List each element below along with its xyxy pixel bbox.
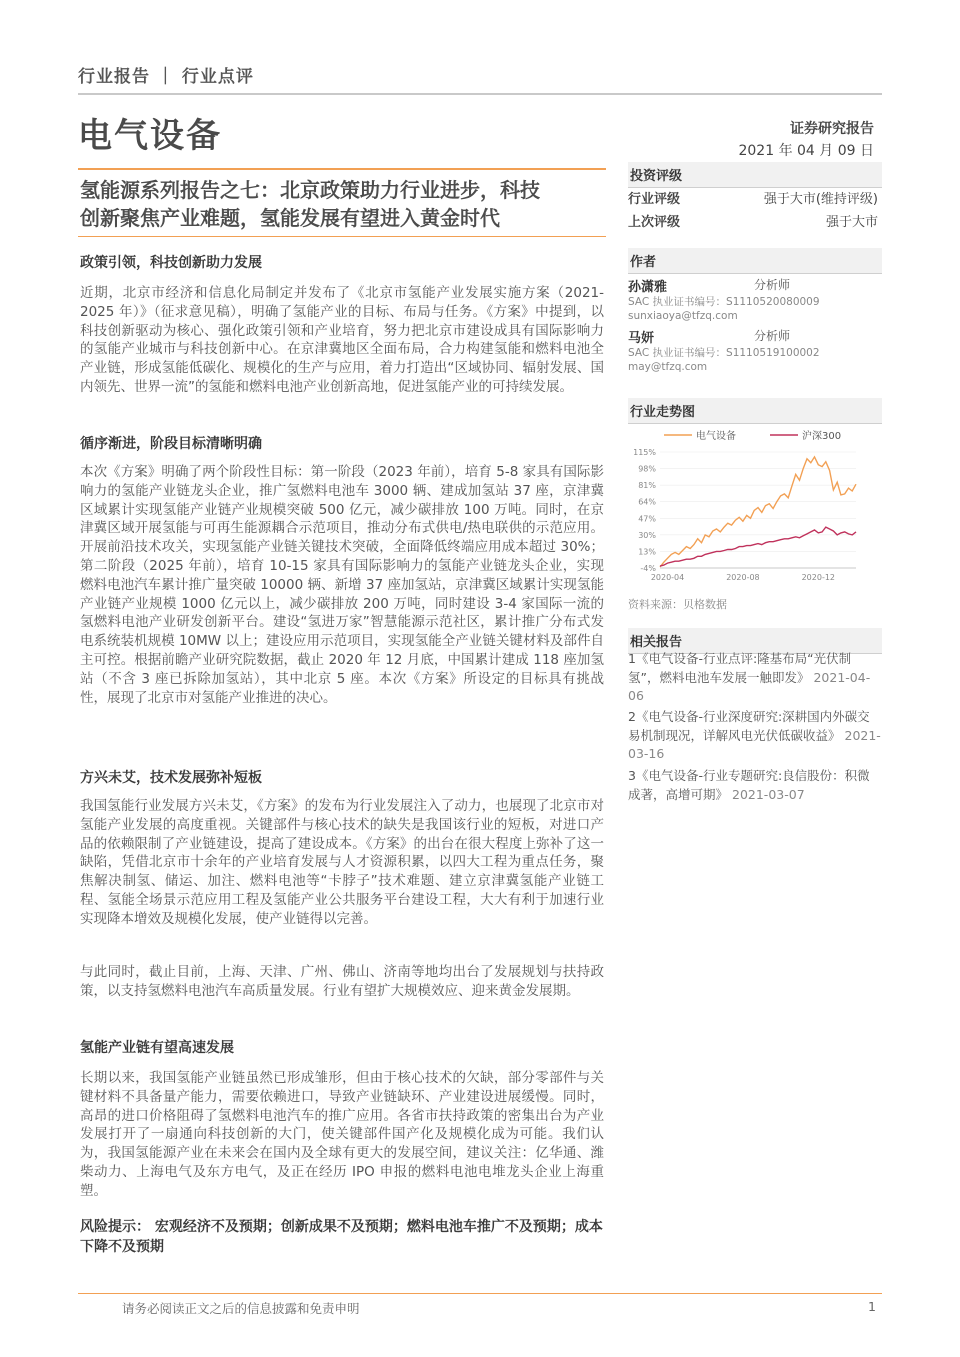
section-paragraph: 近期，北京市经济和信息化局制定并发布了《北京市氢能产业发展实施方案（2021-2025 年）》（征求意见稿），明确了氢能产业的目标、布局与任务。《方案》中提到，以科技创新驱动为核心、强化政策引领和产业培育，努力把北京市建设成具有国际影响力的氢能产业城市与科技创新中心。在京津冀地区全面布局，合力构建氢能和燃料电池全产业链，形成氢能低碳化、规模化的生产与应用，着力打造出“区域协同、辐射发展、国内领先、世界一流”的氢能和燃料电池产业创新高地，促进氢能产业的可持续发展。 — [80, 285, 604, 395]
title-bottom-rule — [78, 236, 606, 237]
rating-header: 投资评级 — [628, 162, 882, 188]
header-divider — [78, 93, 882, 95]
industry-rating-value: 强于大市(维持评级) — [763, 192, 878, 207]
series-line — [660, 527, 856, 566]
author-role: 分析师 — [754, 329, 791, 343]
risk-text: 宏观经济不及预期；创新成果不及预期；燃料电池车推广不及预期；成本下降不及预期 — [80, 1219, 603, 1255]
legend-label: 沪深300 — [802, 431, 842, 442]
y-tick-label: 30% — [638, 530, 656, 540]
author-cert: SAC 执业证书编号：S1110520080009 — [628, 296, 820, 308]
y-tick-label: 13% — [638, 547, 656, 557]
authors-header: 作者 — [628, 248, 882, 274]
related-report-item[interactable] — [628, 708, 882, 764]
y-tick-label: -4% — [640, 564, 656, 573]
sector-title: 电气设备 — [78, 116, 222, 156]
related-report-date: 2021-03-07 — [732, 786, 805, 802]
previous-rating-value: 强于大市 — [825, 215, 878, 230]
previous-rating — [628, 211, 878, 230]
author-name: 孙潇雅 — [628, 280, 668, 295]
trend-header: 行业走势图 — [628, 398, 882, 424]
report-date: 2021 年 04 月 09 日 — [738, 143, 874, 159]
y-tick-label: 115% — [633, 448, 656, 457]
section-heading: 方兴未艾，技术发展弥补短板 — [80, 770, 262, 786]
industry-rating — [628, 188, 878, 207]
y-tick-label: 47% — [638, 514, 656, 524]
related-report-item[interactable] — [628, 767, 882, 804]
risk-warning — [80, 1217, 604, 1257]
chart-source: 资料来源：贝格数据 — [628, 598, 727, 611]
report-title — [80, 176, 608, 232]
report-title-line2: 创新聚焦产业难题，氢能发展有望进入黄金时代 — [80, 206, 500, 230]
section-paragraph: 与此同时，截止目前，上海、天津、广州、佛山、济南等地均出台了发展规划与扶持政策，以支持氢燃料电池汽车高质量发展。行业有望扩大规模效应、迎来黄金发展期。 — [80, 964, 604, 999]
section-heading: 循序渐进，阶段目标清晰明确 — [80, 436, 262, 452]
previous-rating-label: 上次评级 — [628, 215, 681, 230]
section-paragraph: 长期以来，我国氢能产业链虽然已形成雏形，但由于核心技术的欠缺，部分零部件与关键材料不具备量产能力，需要依赖进口，导致产业链缺环、产业建设进展缓慢。同时，高昂的进口价格阻碍了氢燃料电池汽车的推广应用。各省市扶持政策的密集出台为产业发展打开了一扇通向科技创新的大门，使关键部件国产化及规模化成为可能。我们认为，我国氢能源产业在未来会在国内及全球有更大的发展空间，建议关注：亿华通、潍柴动力、上海电气及东方电气，及正在经历 IPO 申报的燃料电池电堆龙头企业上海重塑。 — [80, 1070, 604, 1199]
author-name: 马妍 — [628, 331, 655, 346]
author-role: 分析师 — [754, 278, 791, 292]
author-email[interactable]: may@tfzq.com — [628, 361, 708, 373]
x-tick-label: 2020-12 — [801, 573, 836, 582]
y-tick-label: 64% — [638, 497, 656, 507]
author-card — [628, 276, 882, 323]
risk-label: 风险提示： — [80, 1219, 150, 1235]
x-tick-label: 2020-08 — [726, 573, 760, 582]
title-top-rule — [78, 168, 606, 170]
author-cert: SAC 执业证书编号：S1110519100002 — [628, 347, 820, 359]
report-title-line1: 氢能源系列报告之七：北京政策助力行业进步，科技 — [80, 178, 540, 202]
footer-disclaimer[interactable]: 请务必阅读正文之后的信息披露和免责申明 — [122, 1301, 360, 1316]
x-tick-label: 2020-04 — [650, 573, 685, 582]
related-report-item[interactable] — [628, 650, 882, 706]
y-tick-label: 98% — [638, 464, 656, 474]
author-card — [628, 327, 882, 374]
report-type: 行业报告 ｜ 行业点评 — [78, 67, 254, 87]
related-report-title[interactable]: 3《电气设备-行业专题研究:良信股份：积微成著，高增可期》 — [628, 768, 870, 802]
footer-rule — [78, 1293, 882, 1294]
industry-trend-chart — [628, 422, 882, 590]
section-heading: 政策引领，科技创新助力发展 — [80, 255, 262, 271]
section-paragraph: 本次《方案》明确了两个阶段性目标：第一阶段（2023 年前），培育 5-8 家具有国际影响力的氢能产业链龙头企业，推广氢燃料电池车 3000 辆、建成加氢站 37 座，京津冀区域累计实现氢能产业链产业规模突破 500 亿元，减少碳排放 100 万吨。同时，在京津冀区域开展氢能与可再生能源耦合示范项目，推动分布式供电/热电联供的示范应用。开展前沿技术攻关，实现氢能产业链关键技术突破，全面降低终端应用成本超过 30%；第二阶段（2025 年前），培育 10-15 家具有国际影响力的氢能产业链龙头企业，实现燃料电池汽车累计推广量突破 10000 辆、新增 37 座加氢站，京津冀区域累计实现氢能产业链产业规模 1000 亿元以上，减少碳排放 200 万吨，同时建设 3-4 家国际一流的氢燃料电池产业研发创新平台。建设“氢进万家”智慧能源示范社区，累计推广分布式发电系统装机规模 10MW 以上；建设应用示范项目，实现氢能全产业链关键材料及部件自主可控。根据前瞻产业研究院数据，截止 2020 年 12 月底，中国累计建成 118 座加氢站（不含 3 座已拆除加氢站），其中北京 5 座。本次《方案》所设定的目标具有挑战性，展现了北京市对氢能产业推进的决心。 — [80, 464, 604, 706]
author-email[interactable]: sunxiaoya@tfzq.com — [628, 310, 738, 322]
related-header: 相关报告 — [628, 628, 882, 654]
related-report-title[interactable]: 1《电气设备-行业点评:隆基布局“光伏制氢”，燃料电池车发展一触即发》 — [628, 651, 852, 685]
related-report-date: 2021-03-16 — [628, 727, 881, 761]
legend-label: 电气设备 — [696, 431, 736, 442]
related-report-title[interactable]: 2《电气设备-行业深度研究:深耕国内外碳交易机制现况，详解风电光伏低碳收益》 — [628, 709, 870, 743]
related-report-date: 2021-04-06 — [628, 669, 871, 703]
industry-rating-label: 行业评级 — [628, 192, 681, 207]
section-heading: 氢能产业链有望高速发展 — [80, 1040, 234, 1056]
y-tick-label: 81% — [638, 481, 656, 491]
section-paragraph: 我国氢能行业发展方兴未艾，《方案》的发布为行业发展注入了动力，也展现了北京市对氢能产业发展的高度重视。关键部件与核心技术的缺失是我国该行业的短板，对进口产品的依赖限制了产业链建设，提高了建设成本。《方案》的出台在很大程度上弥补了这一缺陷，凭借北京市十余年的产业培育发展与人才资源积累，以四大工程为重点任务，聚焦解决制氢、储运、加注、燃料电池等“卡脖子”技术难题、建立京津冀氢能产业链工程、氢能全场景示范应用工程及氢能产业公共服务平台建设工程，大大有利于加速行业实现降本增效及规模化发展，使产业链得以完善。 — [80, 798, 604, 927]
page-number: 1 — [868, 1299, 876, 1314]
report-category: 证券研究报告 — [790, 121, 874, 137]
series-line — [660, 457, 856, 567]
